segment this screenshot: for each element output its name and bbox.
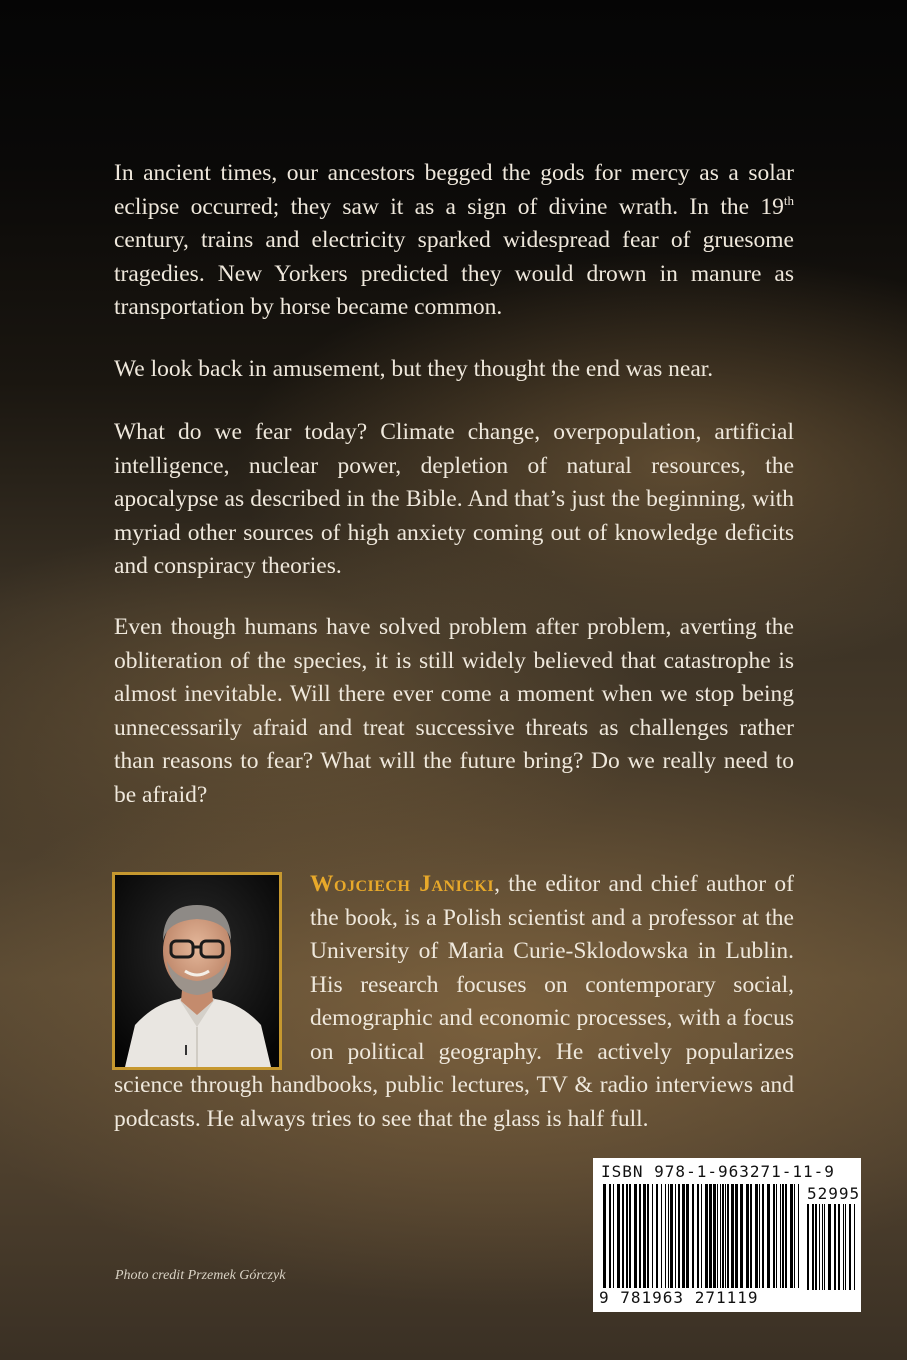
barcode-bar	[720, 1184, 721, 1288]
ordinal-superscript: th	[783, 192, 794, 208]
blurb-paragraph-3: What do we fear today? Climate change, overpopulation, artificial intelligence, nuclear power, depletion of natural resources, the apocalypse as described in the Bible. And that’s just the beginning, with myriad other sources of high anxiety coming out of knowledge deficits and conspiracy theories.	[114, 419, 794, 579]
barcode-bar	[686, 1184, 689, 1288]
barcode-bar	[661, 1184, 662, 1288]
barcode-bar	[652, 1184, 653, 1288]
barcode-bar	[717, 1184, 718, 1288]
barcode-bar	[622, 1184, 624, 1288]
barcode-bar	[626, 1184, 628, 1288]
barcode-bar	[759, 1184, 760, 1288]
barcode-bar	[776, 1184, 777, 1288]
barcode-bar	[773, 1184, 775, 1288]
barcode-bar	[713, 1184, 716, 1288]
barcode-bar	[722, 1184, 724, 1288]
barcode-bar	[682, 1184, 685, 1288]
barcode-bar	[617, 1184, 620, 1288]
barcode-bar	[701, 1184, 702, 1288]
barcode-bar	[782, 1184, 784, 1288]
isbn-label: ISBN 978-1-963271-11-9	[601, 1162, 835, 1181]
barcode-bar	[675, 1184, 676, 1288]
barcode-bar	[709, 1184, 712, 1288]
blurb-text: In ancient times, our ancestors begged the gods for mercy as a solar eclipse occurred; they saw it as a sign of divine wrath. In the 19	[114, 160, 794, 220]
barcode-bar	[678, 1184, 680, 1288]
barcode-bar	[794, 1184, 795, 1288]
barcode-bar	[762, 1184, 764, 1288]
barcode-bar	[755, 1184, 758, 1288]
barcode-bar	[815, 1204, 817, 1290]
barcode-bar	[670, 1184, 673, 1288]
barcode-bar	[692, 1184, 694, 1288]
barcode-bar	[834, 1204, 836, 1290]
barcode-bar	[613, 1184, 614, 1288]
price-code: 52995	[807, 1184, 861, 1203]
barcode-bar	[647, 1184, 649, 1288]
barcode-bar	[790, 1184, 793, 1288]
barcode-bar	[609, 1184, 611, 1288]
price-bars	[807, 1204, 855, 1290]
barcode-bar	[639, 1184, 641, 1288]
barcode-bar	[665, 1184, 666, 1288]
blurb-paragraph-4: Even though humans have solved problem after problem, averting the obliteration of the species, it is still widely believed that catastrophe is almost inevitable. Will there ever come a moment when we stop being unnecessarily afraid and treat successive threats as challenges rather than reasons to fear? What will the future bring? Do we really need to be afraid?	[114, 614, 794, 808]
barcode-bar	[668, 1184, 669, 1288]
barcode-bar	[854, 1204, 855, 1290]
author-bio	[114, 868, 794, 1136]
barcode-bar	[697, 1184, 699, 1288]
barcode-bar	[822, 1204, 823, 1290]
barcode-bar	[727, 1184, 729, 1288]
barcode-bar	[838, 1204, 840, 1290]
blurb-text: century, trains and electricity sparked widespread fear of gruesome tragedies. New Yorkers predicted they would drown in manure as transportation by horse became common.	[114, 227, 794, 320]
blurb-paragraph-2: We look back in amusement, but they thought the end was near.	[114, 356, 714, 382]
barcode-bar	[798, 1184, 799, 1288]
author-bio-text: , the editor and chief author of the book, is a Polish scientist and a professor at the University of Maria Curie-Sklodowska in Lublin. His research focuses on contemporary social, demographic and economic processes, with a focus on political geography. He actively popularizes science through handbooks, public lectures, TV & radio interviews and podcasts. He always tries to see that the glass is half full.	[114, 871, 795, 1132]
barcode-bar	[849, 1204, 851, 1290]
barcode-bar	[807, 1204, 809, 1290]
barcode-bar	[735, 1184, 738, 1288]
barcode-bar	[785, 1184, 787, 1288]
barcode-bar	[629, 1184, 631, 1288]
barcode-bar	[643, 1184, 646, 1288]
barcode-bar	[603, 1184, 606, 1288]
barcode-bar	[819, 1204, 820, 1290]
barcode-bar	[656, 1184, 658, 1288]
barcode-bar	[750, 1184, 752, 1288]
photo-credit: Photo credit Przemek Górczyk	[115, 1268, 286, 1283]
blurb-paragraph-1	[114, 157, 794, 325]
barcode-bar	[828, 1204, 831, 1290]
isbn-barcode	[593, 1158, 861, 1312]
barcode-bar	[843, 1204, 844, 1290]
barcode-bar	[746, 1184, 749, 1288]
barcode-bar	[705, 1184, 708, 1288]
author-name: Wojciech Janicki	[310, 871, 495, 897]
barcode-bar	[845, 1204, 846, 1290]
barcode-bar	[812, 1204, 814, 1290]
barcode-bar	[767, 1184, 770, 1288]
barcode-bar	[780, 1184, 781, 1288]
barcode-bar	[731, 1184, 734, 1288]
barcode-bar	[634, 1184, 637, 1288]
photo-spacer	[114, 868, 310, 1068]
ean-digits: 9 781963 271119	[599, 1288, 759, 1307]
barcode-bar	[725, 1184, 726, 1288]
ean-bars	[603, 1184, 803, 1288]
barcode-bar	[740, 1184, 743, 1288]
barcode-bar	[824, 1204, 825, 1290]
